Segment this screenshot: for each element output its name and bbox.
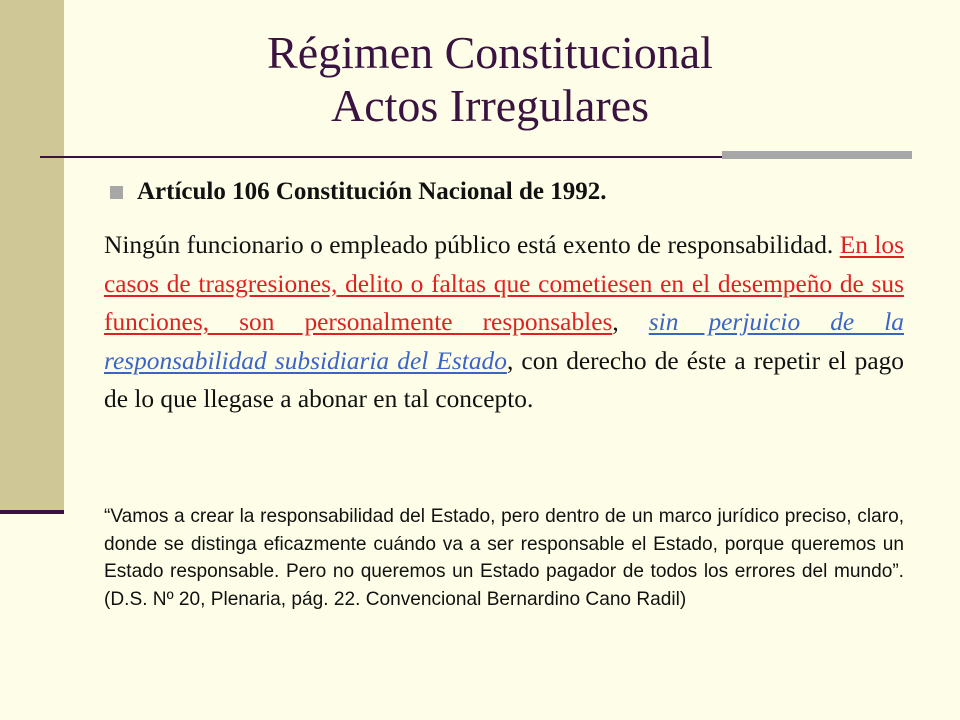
slide-title	[120, 26, 860, 132]
paragraph-intro: Ningún funcionario o empleado público está exento de responsabilidad.	[104, 231, 840, 259]
title-accent-bar	[722, 151, 912, 159]
square-bullet-icon	[110, 186, 123, 199]
left-decor-line	[0, 510, 64, 514]
quote-text: “Vamos a crear la responsabilidad del Estado, pero dentro de un marco jurídico preciso, claro, donde se distinga eficazmente cuándo va a ser responsable el Estado, porque queremos un Estado responsable. Pero no queremos un Estado pagador de todos los errores del mundo”. (D.S. Nº 20, Plenaria, pág. 22. Convencional Bernardino Cano Radil)	[104, 506, 904, 610]
paragraph-blue-highlight: sin perjuicio de la responsabilidad subsidiaria del Estado	[104, 308, 904, 375]
paragraph-comma: ,	[612, 308, 649, 336]
bullet-heading: Artículo 106 Constitución Nacional de 1992.	[137, 178, 607, 205]
title-line-2: Actos Irregulares	[330, 80, 650, 131]
bullet-item	[110, 178, 606, 206]
left-decor-bar	[0, 0, 64, 513]
paragraph-outro: , con derecho de éste a repetir el pago de lo que llegase a abonar en tal concepto.	[104, 346, 905, 413]
title-line-1: Régimen Constitucional	[267, 27, 713, 78]
article-paragraph	[104, 226, 904, 419]
paragraph-red-highlight: En los casos de trasgresiones, delito o faltas que cometiesen en el desempeño de sus funciones, son personalmente responsables	[104, 231, 904, 336]
